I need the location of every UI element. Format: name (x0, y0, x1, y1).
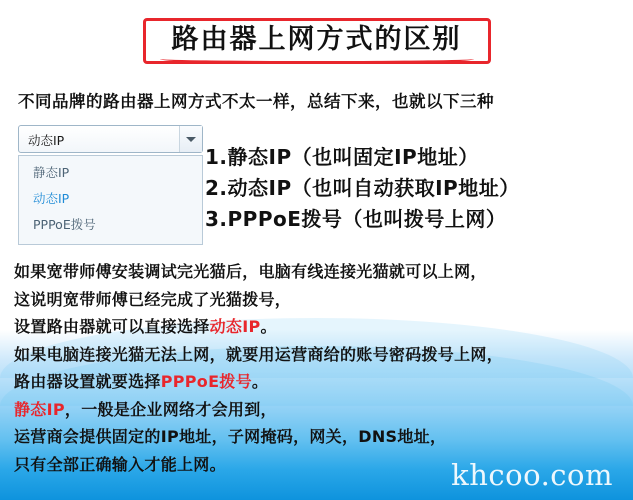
body-text-run: 只有全部正确输入才能上网。 (14, 454, 226, 474)
page-title: 路由器上网方式的区别 (171, 24, 462, 55)
dropdown-selected-value: 动态IP (28, 133, 65, 148)
body-line (14, 396, 624, 424)
body-text (14, 258, 624, 478)
body-text-run: 路由器设置就要选择 (14, 372, 161, 392)
body-line (14, 313, 624, 341)
title-container (0, 18, 633, 64)
body-text-run: 设置路由器就可以直接选择 (14, 317, 210, 337)
body-line (14, 368, 624, 396)
body-text-run: 。 (251, 372, 269, 392)
dropdown-select-box[interactable] (18, 125, 203, 153)
chevron-down-icon[interactable] (179, 126, 202, 152)
dropdown-option-list[interactable] (18, 155, 203, 245)
dropdown-option-dynamic-ip[interactable]: 动态IP (33, 191, 70, 206)
body-text-run: 运营商会提供固定的IP地址，子网掩码，网关，DNS地址， (14, 427, 447, 447)
highlighted-term: 静态IP (14, 399, 65, 419)
body-line (14, 423, 624, 451)
body-line (14, 258, 624, 286)
body-line (14, 286, 624, 314)
body-text-run: ，一般是企业网络才会用到， (64, 399, 277, 419)
highlighted-term: PPPoE拨号 (160, 372, 252, 392)
list-item: 1.静态IP（也叫固定IP地址） (205, 145, 479, 169)
connection-type-dropdown[interactable] (18, 125, 203, 245)
title-box (143, 18, 491, 64)
watermark: khcoo.com (451, 458, 613, 492)
body-text-run: 如果宽带师傅安装调试完光猫后，电脑有线连接光猫就可以上网， (14, 262, 487, 281)
dropdown-option-pppoe[interactable]: PPPoE拨号 (33, 217, 96, 232)
body-text-run: 如果电脑连接光猫无法上网，就要用运营商给的账号密码拨号上网， (14, 344, 504, 364)
list-item: 3.PPPoE拨号（也叫拨号上网） (205, 207, 507, 231)
body-line (14, 341, 624, 369)
connection-type-list (205, 142, 625, 235)
intro-text: 不同品牌的路由器上网方式不太一样，总结下来，也就以下三种 (18, 92, 494, 111)
dropdown-option-static-ip[interactable]: 静态IP (33, 165, 70, 180)
list-item: 2.动态IP（也叫自动获取IP地址） (205, 176, 520, 200)
title-underline-decoration (160, 54, 474, 64)
highlighted-term: 动态IP (209, 317, 261, 337)
body-text-run: 。 (260, 317, 277, 337)
body-text-run: 这说明宽带师傅已经完成了光猫拨号， (14, 289, 292, 309)
